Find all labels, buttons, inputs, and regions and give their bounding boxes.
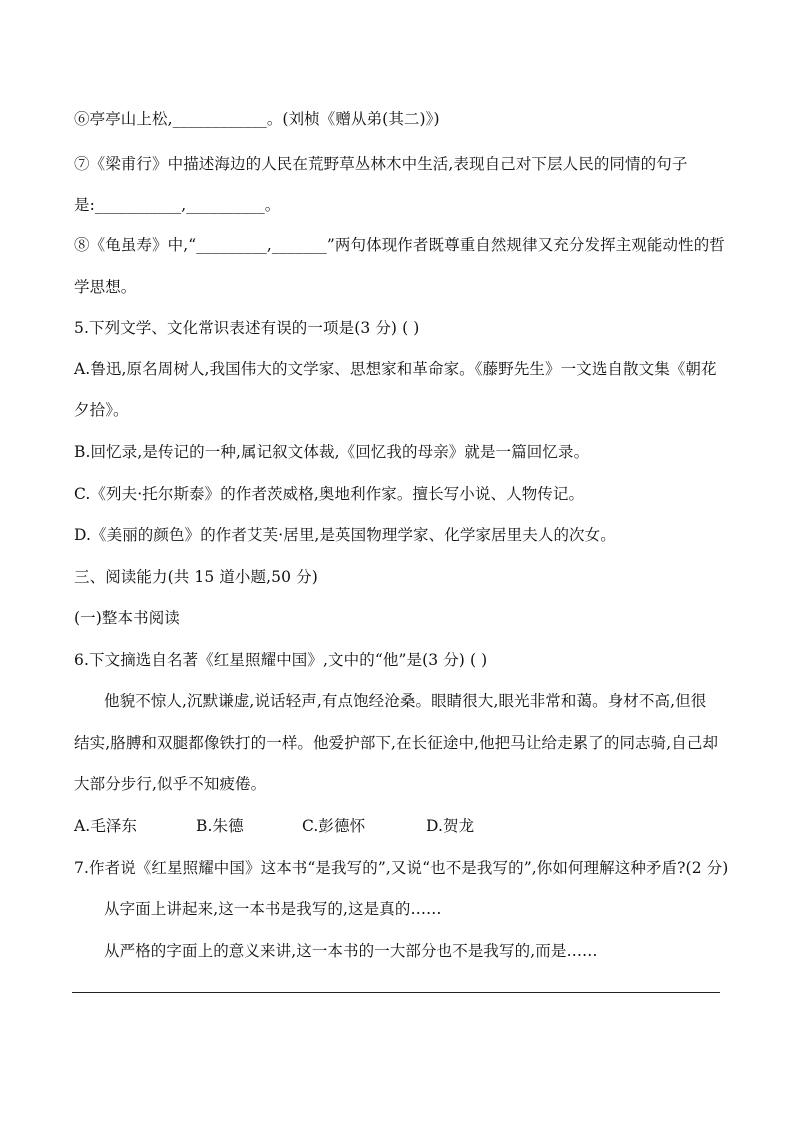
question-6-passage-line-3: 大部分步行,似乎不知疲倦。: [74, 775, 267, 793]
question-5-option-c: C.《列夫·托尔斯泰》的作者茨威格,奥地利作家。擅长写小说、人物传记。: [74, 485, 585, 503]
question-6-option-d: D.贺龙: [426, 817, 475, 835]
question-6-stem: 6.下文摘选自名著《红星照耀中国》,文中的“他”是(3 分) ( ): [74, 651, 488, 669]
question-7-answer-line-1: 从字面上讲起来,这一本书是我写的,这是真的……: [104, 900, 442, 918]
question-5-option-a-line-2: 夕拾》。: [74, 401, 129, 419]
question-6-option-a: A.毛泽东: [74, 817, 138, 835]
question-5-option-a-line-1: A.鲁迅,原名周树人,我国伟大的文学家、思想家和革命家。《藤野先生》一文选自散文集《朝花: [74, 360, 717, 378]
question-6-passage-line-2: 结实,胳膊和双腿都像铁打的一样。他爱护部下,在长征途中,他把马让给走累了的同志骑,自己却: [74, 734, 719, 752]
poem-item-8-line-2: 学思想。: [74, 278, 137, 296]
section-3-heading: 三、阅读能力(共 15 道小题,50 分): [74, 568, 318, 586]
question-5-option-b: B.回忆录,是传记的一种,属记叙文体裁,《回忆我的母亲》就是一篇回忆录。: [74, 443, 590, 461]
question-6-option-b: B.朱德: [196, 817, 244, 835]
question-6-option-c: C.彭德怀: [302, 817, 366, 835]
question-6-passage-line-1: 他貌不惊人,沉默谦虚,说话轻声,有点饱经沧桑。眼睛很大,眼光非常和蔼。身材不高,但很: [104, 692, 707, 710]
question-5-option-d: D.《美丽的颜色》的作者艾芙·居里,是英国物理学家、化学家居里夫人的次女。: [74, 526, 616, 544]
bottom-rule: [72, 992, 720, 993]
subsection-1-heading: (一)整本书阅读: [74, 609, 180, 627]
question-6-options: [74, 814, 474, 836]
poem-item-7-line-1: ⑦《梁甫行》中描述海边的人民在荒野草丛林木中生活,表现自己对下层人民的同情的句子: [74, 155, 688, 173]
poem-item-6: ⑥亭亭山上松,____________。(刘桢《赠从弟(其二)》): [74, 110, 440, 128]
poem-item-7-line-2: 是:___________,__________。: [74, 196, 281, 214]
question-5-stem: 5.下列文学、文化常识表述有误的一项是(3 分) ( ): [74, 319, 420, 337]
question-7-answer-line-2: 从严格的字面上的意义来讲,这一本书的一大部分也不是我写的,而是……: [104, 942, 598, 960]
question-7-stem: 7.作者说《红星照耀中国》这本书“是我写的”,又说“也不是我写的”,你如何理解这种矛盾?(2 分): [74, 859, 729, 877]
poem-item-8-line-1: ⑧《龟虽寿》中,“_________,_______”两句体现作者既尊重自然规律又充分发挥主观能动性的哲: [74, 236, 725, 254]
